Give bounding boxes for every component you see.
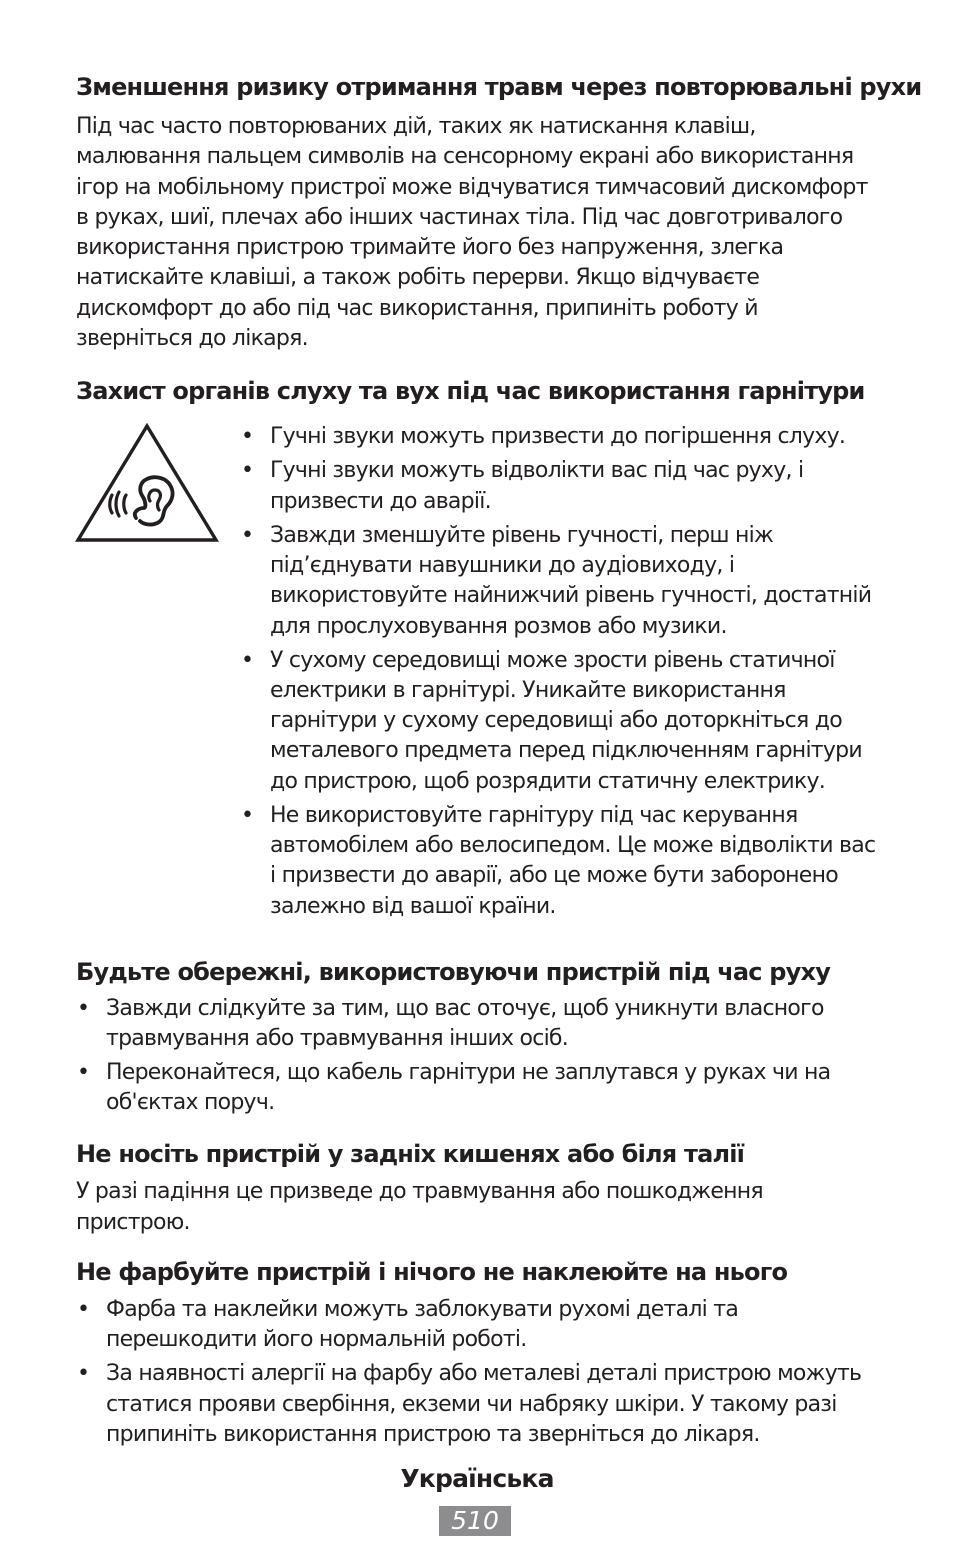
ear-warning-icon xyxy=(76,422,236,925)
section-paragraph: Під час часто повторюваних дій, таких як натискання клавіш, малювання пальцем символів на сенсорному екрані або використання ігор на мобільному пристрої може відчуватися тимчасовий дискомфорт в руках, шиї, плечах або інших частинах тіла. Під час довготривалого використання пристрою тримайте його без напруження, злегка натискайте клавіші, а також робіть перерви. Якщо відчуваєте дискомфорт до або під час використання, припиніть роботу й зверніться до лікаря. xyxy=(76,114,868,352)
section-hearing-protection xyxy=(76,376,880,925)
section-title: Захист органів слуху та вух під час використання гарнітури xyxy=(76,377,865,406)
list-item: • Переконайтеся, що кабель гарнітури не заплутався у руках чи на об'єктах поруч. xyxy=(76,1058,880,1119)
paint-bullet-list xyxy=(76,1295,880,1450)
section-title: Не фарбуйте пристрій і нічого не наклеюйте на нього xyxy=(76,1258,788,1287)
section-back-pocket xyxy=(76,1139,880,1238)
section-careful-while-moving xyxy=(76,957,880,1119)
section-no-paint-stickers xyxy=(76,1257,880,1450)
list-item: • Гучні звуки можуть відволікти вас під час руху, і призвести до аварії. xyxy=(240,456,880,517)
footer-language: Українська xyxy=(400,1464,554,1493)
list-item: • За наявності алергії на фарбу або металеві деталі пристрою можуть статися прояви свербіння, екземи чи набряку шкіри. У такому разі припиніть використання пристрою та зверніться до лікаря. xyxy=(76,1359,880,1450)
moving-bullet-list xyxy=(76,994,880,1119)
list-item: • Завжди зменшуйте рівень гучності, перш ніж під’єднувати навушники до аудіовиходу, і використовуйте найнижчий рівень гучності, достатній для прослуховування розмов або музики. xyxy=(240,521,880,642)
document-page xyxy=(76,72,922,1454)
list-item: • Не використовуйте гарнітуру під час керування автомобілем або велосипедом. Це може відволікти вас і призвести до аварії, або це може бути заборонено залежно від вашої країни. xyxy=(240,801,880,922)
list-item: • Гучні звуки можуть призвести до погіршення слуху. xyxy=(240,422,880,452)
page-number-badge: 510 xyxy=(439,1506,511,1536)
hearing-bullet-list xyxy=(240,422,880,925)
list-item: • Фарба та наклейки можуть заблокувати рухомі деталі та перешкодити його нормальній роботі. xyxy=(76,1295,880,1356)
section-paragraph: У разі падіння це призведе до травмування або пошкодження пристрою. xyxy=(76,1179,763,1235)
hearing-content xyxy=(76,422,880,925)
list-item: • Завжди слідкуйте за тим, що вас оточує, щоб уникнути власного травмування або травмування інших осіб. xyxy=(76,994,880,1055)
section-title: Будьте обережні, використовуючи пристрій під час руху xyxy=(76,957,831,986)
list-item: • У сухому середовищі може зрости рівень статичної електрики в гарнітурі. Уникайте використання гарнітури у сухому середовищі або доторкніться до металевого предмета перед підключенням гарнітури до пристрою, щоб розрядити статичну електрику. xyxy=(240,646,880,797)
section-repetitive-motion xyxy=(76,72,922,354)
section-title: Зменшення ризику отримання травм через повторювальні рухи xyxy=(76,73,922,101)
section-title: Не носіть пристрій у задніх кишенях або біля талії xyxy=(76,1140,745,1169)
